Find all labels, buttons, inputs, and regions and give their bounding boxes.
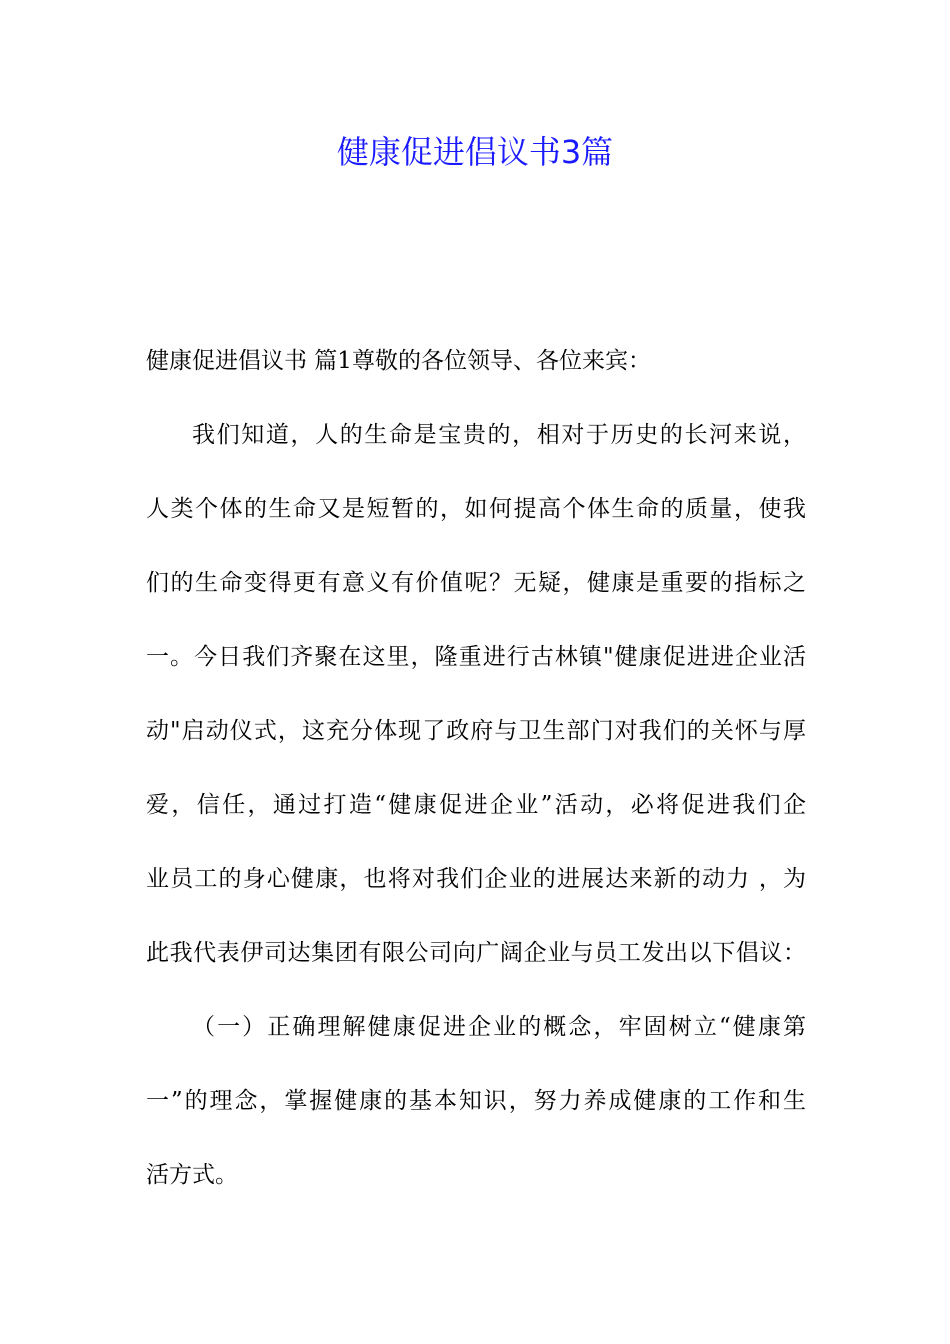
document-body: [146, 324, 806, 1212]
paragraph-line: 我们知道，人的生命是宝贵的，相对于历史的长河来说，: [192, 422, 806, 448]
salutation-line: 健康促进倡议书 篇1尊敬的各位领导、各位来宾：: [146, 348, 651, 374]
paragraph-line: 爱，信任，通过打造“健康促进企业”活动，必将促进我们企: [146, 792, 806, 818]
paragraph-line: 动"启动仪式，这充分体现了政府与卫生部门对我们的关怀与厚: [146, 718, 806, 744]
list-item-line: 活方式。: [146, 1162, 238, 1188]
paragraph-line: 们的生命变得更有意义有价值呢？无疑，健康是重要的指标之: [146, 570, 806, 596]
paragraph-line: 一。今日我们齐聚在这里，隆重进行古林镇"健康促进进企业活: [146, 644, 806, 670]
document-title: 健康促进倡议书3篇: [336, 133, 614, 171]
list-item-line: 一”的理念，掌握健康的基本知识，努力养成健康的工作和生: [146, 1088, 806, 1114]
paragraph-line: 人类个体的生命又是短暂的，如何提高个体生命的质量，使我: [146, 496, 806, 522]
list-item-line: （一）正确理解健康促进企业的概念，牢固树立“健康第: [192, 1014, 806, 1040]
paragraph-line: 此我代表伊司达集团有限公司向广阔企业与员工发出以下倡议：: [146, 940, 806, 966]
paragraph-line: 业员工的身心健康，也将对我们企业的进展达来新的动力 ，为: [146, 866, 806, 892]
